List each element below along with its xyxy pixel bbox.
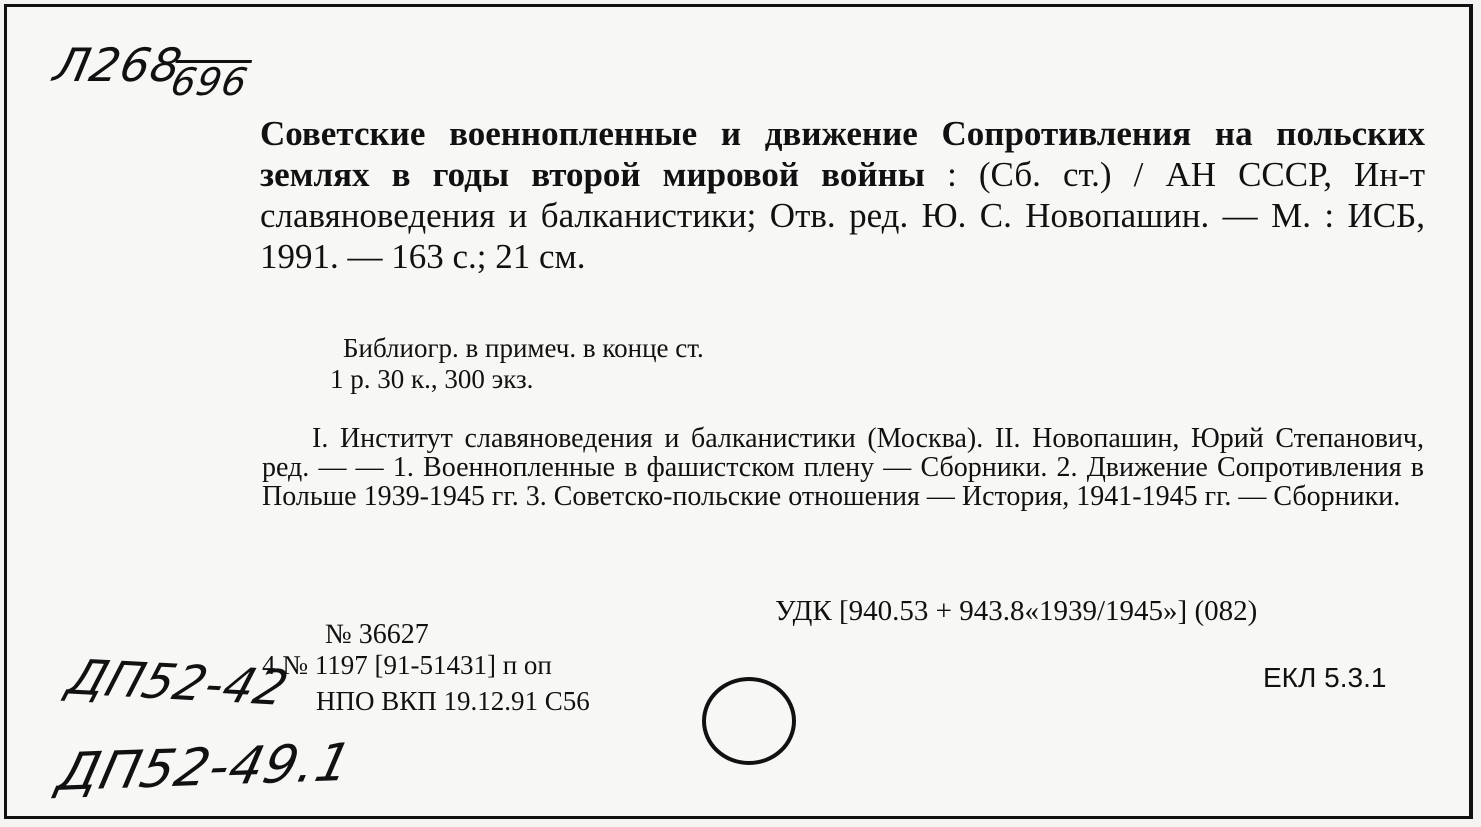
- ekl-code: ЕКЛ 5.3.1: [1263, 662, 1387, 693]
- card-number: № 36627: [325, 619, 429, 650]
- title-rest: : (Сб. ст.) / АН СССР, Ин-т славяноведения и балканистики; Отв. ред. Ю. С. Новопашин. — М. : ИСБ, 1991. — 163 с.; 21 см.: [260, 155, 1426, 276]
- print-info-line-2: НПО ВКП 19.12.91 С56: [316, 686, 590, 716]
- udk-code: УДК [940.53 + 943.8«1939/1945»] (082): [775, 595, 1258, 627]
- note-price: 1 р. 30 к., 300 экз.: [330, 364, 534, 394]
- note-bibliography: Библиогр. в примеч. в конце ст.: [343, 333, 704, 363]
- shelfmark-handwritten-bottom-2: ДП52-49.1: [51, 732, 358, 804]
- print-info-line-1: 4 № 1197 [91-51431] п оп: [262, 650, 552, 680]
- stamp-circle: [702, 677, 796, 765]
- shelfmark-handwritten-top: [49, 38, 262, 104]
- shelfmark-handwritten-bottom-1: ДП52-42: [60, 649, 296, 717]
- shelfmark-fraction: 696: [167, 60, 252, 104]
- bibliographic-title: [260, 113, 1425, 277]
- shelfmark-main: Л268: [49, 38, 188, 92]
- title-bold: Советские военнопленные и движение Сопротивления на польских землях в годы второй мировой войны: [260, 114, 1425, 194]
- subject-tracings: I. Институт славяноведения и балканистики (Москва). II. Новопашин, Юрий Степанович, ред. — — 1. Военнопленные в фашистском плену — Сборники. 2. Движение Сопротивления в Польше 1939-1945 гг. 3. Советско-польские отношения — История, 1941-1945 гг. — Сборники.: [262, 423, 1424, 512]
